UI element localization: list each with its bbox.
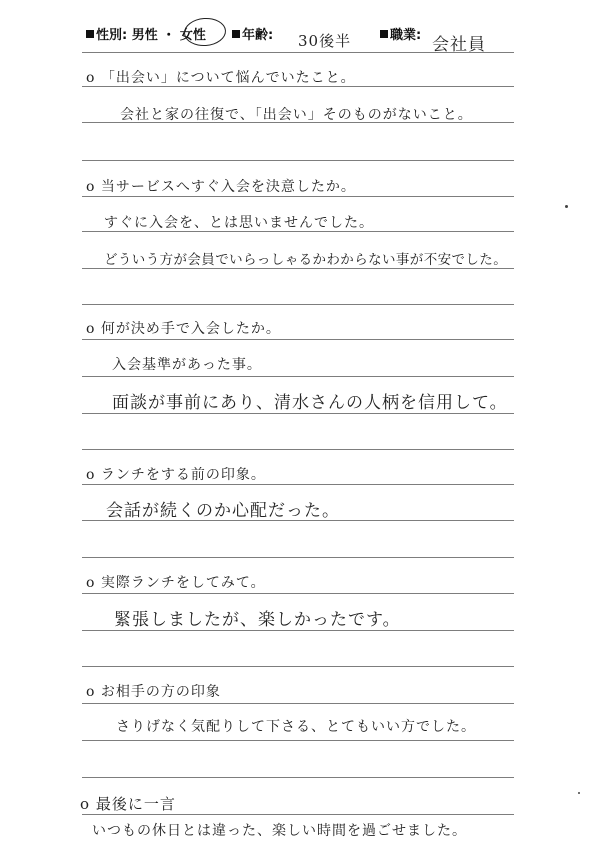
bullet-marker: o	[86, 467, 96, 483]
ruled-line	[82, 703, 514, 704]
bullet-marker: o	[86, 575, 96, 591]
ruled-line	[82, 666, 514, 667]
scan-speck	[565, 205, 568, 208]
bullet-marker: o	[86, 70, 96, 86]
ruled-line	[82, 376, 514, 377]
gender-label: 性別:	[96, 28, 128, 43]
ruled-line	[82, 630, 514, 631]
square-bullet-icon	[86, 30, 94, 38]
ruled-line	[82, 304, 514, 305]
question-4	[86, 464, 266, 484]
answer-2-2: どういう方が会員でいらっしゃるかわからない事が不安でした。	[104, 252, 508, 268]
ruled-line	[82, 449, 514, 450]
age-value: 30後半	[298, 32, 352, 50]
answer-3-1: 入会基準があった事。	[112, 357, 262, 373]
gender-option-male: 男性	[131, 28, 158, 43]
ruled-line	[82, 740, 514, 741]
female-selection-circle	[183, 17, 227, 48]
answer-5-1: 緊張しましたが、楽しかったです。	[114, 610, 401, 630]
answer-6-1: さりげなく気配りして下さる、とてもいい方でした。	[116, 719, 476, 735]
occupation-value: 会社員	[432, 35, 486, 55]
question-3	[86, 318, 281, 338]
answer-1-1: 会社と家の往復で、「出会い」そのものがないこと。	[120, 107, 473, 123]
age-field	[232, 24, 273, 43]
question-text: 当サービスへすぐ入会を決意したか。	[100, 179, 356, 195]
bullet-marker: o	[86, 321, 96, 337]
answer-3-2: 面談が事前にあり、清水さんの人柄を信用して。	[112, 393, 508, 413]
gender-separator: ・	[162, 28, 176, 43]
ruled-line	[82, 268, 514, 269]
question-text: 「出会い」について悩んでいたこと。	[100, 70, 356, 86]
gender-option-female: 女性	[179, 28, 206, 43]
question-text: 何が決め手で入会したか。	[100, 321, 281, 337]
age-label: 年齢:	[242, 28, 274, 43]
question-2	[86, 176, 356, 196]
occupation-label: 職業:	[390, 28, 422, 43]
ruled-line	[82, 814, 514, 815]
answer-7-1: いつもの休日とは違った、楽しい時間を過ごせました。	[92, 823, 467, 839]
question-text: 最後に一言	[95, 795, 176, 813]
answer-4-1: 会話が続くのか心配だった。	[106, 501, 340, 521]
question-text: ランチをする前の印象。	[100, 467, 266, 483]
ruled-line	[82, 52, 514, 53]
ruled-line	[82, 557, 514, 558]
question-1	[86, 67, 356, 87]
ruled-line	[82, 160, 514, 161]
ruled-line	[82, 339, 514, 340]
scan-speck	[578, 792, 580, 794]
answer-2-1: すぐに入会を、とは思いませんでした。	[104, 215, 374, 231]
bullet-marker: o	[86, 684, 96, 700]
square-bullet-icon	[232, 30, 240, 38]
ruled-line	[82, 196, 514, 197]
question-text: 実際ランチをしてみて。	[100, 575, 266, 591]
ruled-line	[82, 593, 514, 594]
occupation-field	[380, 24, 421, 43]
question-7	[80, 793, 176, 814]
ruled-line	[82, 484, 514, 485]
ruled-line	[82, 413, 514, 414]
bullet-marker: o	[86, 179, 96, 195]
square-bullet-icon	[380, 30, 388, 38]
question-text: お相手の方の印象	[100, 684, 221, 700]
question-6	[86, 681, 221, 701]
bullet-marker: o	[80, 795, 91, 813]
question-5	[86, 572, 266, 592]
ruled-line	[82, 777, 514, 778]
